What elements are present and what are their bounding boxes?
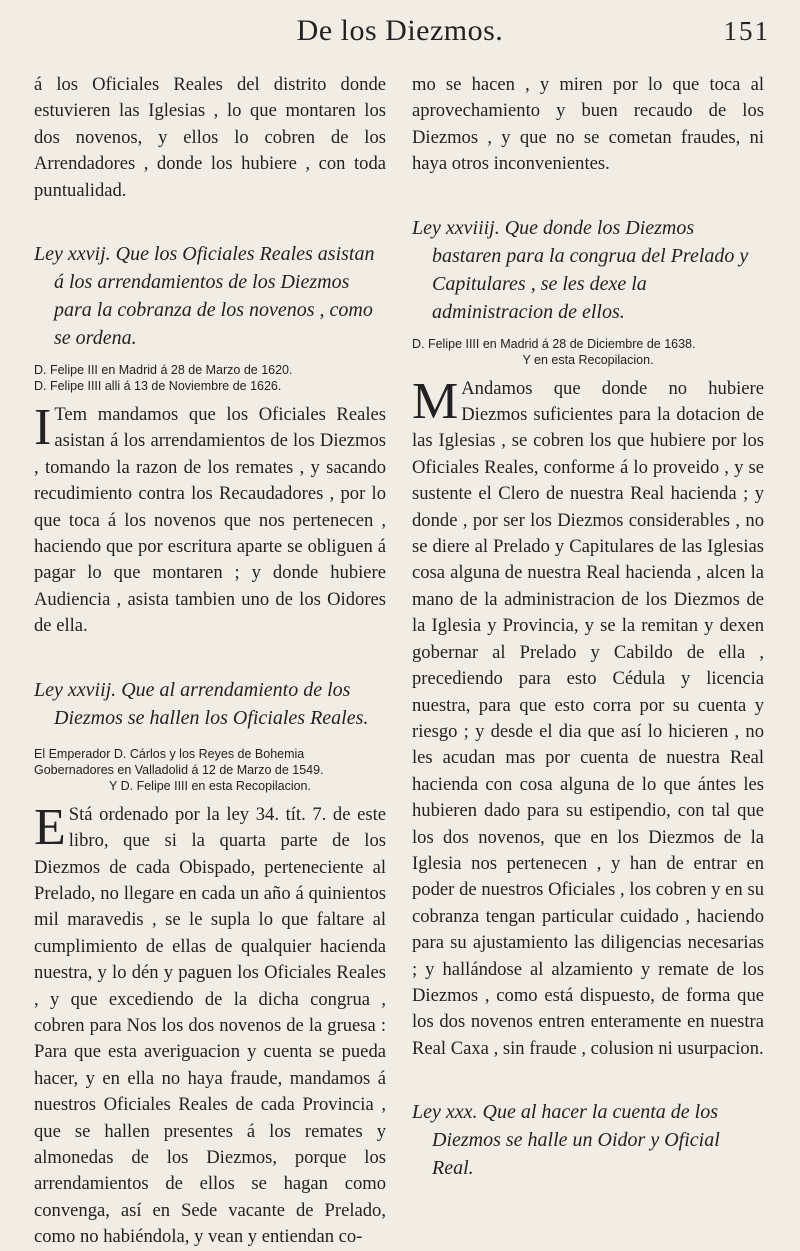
- law-heading-30: [412, 1098, 764, 1182]
- paragraph-continued: mo se hacen , y miren por lo que toca al aprovechamiento y buen recaudo de los Diezmos , y que no se cometan fraudes, ni haya otros inconvenientes.: [412, 74, 764, 175]
- law-body-text: Stá ordenado por la ley 34. tít. 7. de este libro, que si la quarta parte de los Diezmos de cada Obispado, perteneciente al Prelado, no llegare en cada un año á quinientos mil maravedis , se le supla lo que faltare al cumplimiento de ellas de qualquier hacienda nuestra, y lo dén y paguen los Oficiales Reales , y que excediendo de la dicha congrua , cobren para Nos los dos novenos de la gruesa : Para que esta averiguacion y cuenta se pueda hacer, y en ella no haya fraude, mandamos á nuestros Oficiales Reales de cada Provincia , que se hallen presentes á los remates y almonedas de los Diezmos, porque los arrendamientos de ellos se hagan como convenga, así en Sede vacante de Prelado, como no habiéndola, y vean y entiendan co-: [34, 803, 386, 1248]
- law-body-28: [34, 798, 386, 1251]
- law-source-line: Y en esta Recopilacion.: [522, 352, 654, 367]
- law-title: Que al hacer la cuenta de los Diezmos se halle un Oidor y Oficial Real.: [432, 1101, 720, 1180]
- law-body-27: [34, 399, 386, 640]
- page-title: De los Diezmos.: [296, 14, 504, 47]
- dropcap-letter: E: [34, 798, 66, 856]
- law-source-line: Gobernadores en Valladolid á 12 de Marzo de 1549.: [34, 762, 324, 777]
- law-number: Ley xxviiij.: [412, 216, 500, 239]
- law-source-line: Y D. Felipe IIII en esta Recopilacion.: [109, 778, 311, 793]
- law-title: Que al arrendamiento de los Diezmos se hallen los Oficiales Reales.: [54, 678, 369, 729]
- law-number: Ley xxvij.: [34, 243, 111, 266]
- page-header: [0, 0, 800, 62]
- law-source-line: D. Felipe IIII en Madrid á 28 de Diciembre de 1638.: [412, 336, 696, 351]
- paragraph-continued: á los Oficiales Reales del distrito donde estuvieren las Iglesias , lo que montaren los dos novenos, y ellos lo cobren de los Arrendadores , donde los hubiere , con toda puntualidad.: [34, 74, 386, 201]
- law-heading-29: [412, 214, 764, 326]
- law-body-text: Andamos que donde no hubiere Diezmos suficientes para la dotacion de las Iglesias , se cobren los que hubiere por los Oficiales Reales, conforme á lo proveido , y se sustente el Clero de nuestra Real hacienda ; y donde , por ser los Diezmos considerables , no se diere al Prelado y Capitulares de las Iglesias cosa alguna de nuestra Real hacienda , alcen la mano de la administracion de los Diezmos de la Iglesia y Provincia, y se la remitan y dexen gobernar al Prelado y Cabildo de ella , precediendo para esto Cédula y licencia nuestra, para que esto corra por su cuenta y riesgo ; y desde el dia que así lo hicieren , no les acudan mas por cuenta de nuestra Real hacienda con cosa alguna de lo que ántes les hubieren dado para su estipendio, con tal que los dos novenos, que en los Diezmos de la Iglesia nos pertenecen , y han de entrar en poder de nuestros Oficiales , los cobren y en su cobranza tengan particular cuidado , haciendo para su ajustamiento las diligencias necesarias ; y hallándose al alzamiento y remate de los Diezmos , como está dispuesto, de forma que los dos novenos entren enteramente en nuestra Real Caxa , sin fraude , colusion ni usurpacion.: [412, 377, 764, 1059]
- law-title: Que los Oficiales Reales asistan á los arrendamientos de los Diezmos para la cobranza de los novenos , como se ordena.: [54, 243, 375, 350]
- law-body-text: Tem mandamos que los Oficiales Reales asistan á los arrendamientos de los Diezmos , tomando la razon de los remates , y sacando recudimiento contra los Recaudadores , por lo que toca á los novenos que nos pertenecen , haciendo que por escritura aparte se obliguen á pagar lo que montaren ; y donde hubiere Audiencia , asista tambien uno de los Oidores de ella.: [34, 404, 386, 637]
- law-source-line: El Emperador D. Cárlos y los Reyes de Bohemia: [34, 746, 305, 761]
- dropcap-letter: I: [34, 399, 52, 457]
- dropcap-letter: M: [412, 372, 459, 430]
- law-body-29: [412, 372, 764, 1063]
- law-source-line: D. Felipe III en Madrid á 28 de Marzo de 1620.: [34, 363, 293, 378]
- law-source-line: D. Felipe IIII alli á 13 de Noviembre de 1626.: [34, 379, 282, 394]
- law-title: Que donde los Diezmos bastaren para la congrua del Prelado y Capitulares , se les dexe la administracion de ellos.: [432, 216, 749, 323]
- left-column: [34, 72, 386, 1251]
- law-heading-27: [34, 240, 386, 352]
- page-number: 151: [723, 16, 770, 46]
- law-number: Ley xxx.: [412, 1101, 478, 1124]
- law-number: Ley xxviij.: [34, 678, 117, 701]
- right-column: [412, 72, 764, 1182]
- law-heading-28: [34, 676, 386, 732]
